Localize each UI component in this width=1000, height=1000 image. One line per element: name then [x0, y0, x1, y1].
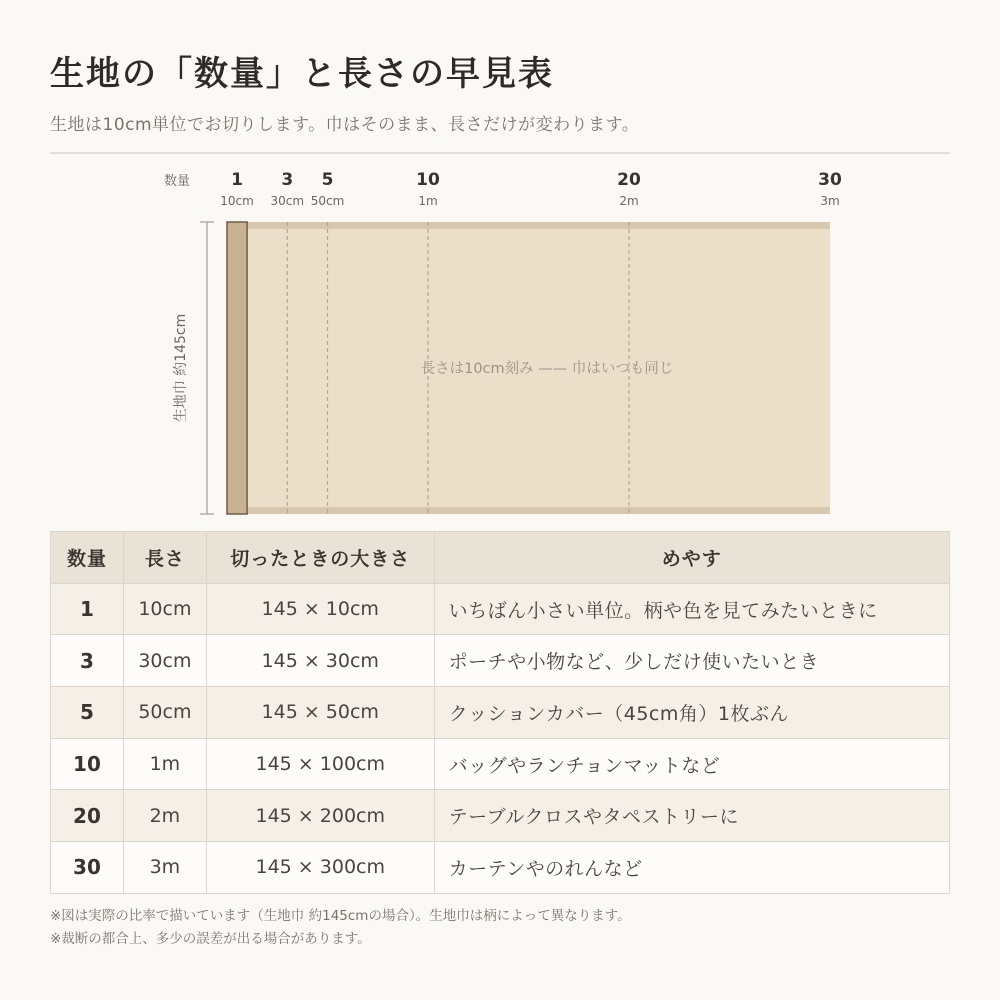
page-subtitle: 生地は10cm単位でお切りします。巾はそのまま、長さだけが変わります。 — [50, 115, 640, 135]
footnotes — [50, 905, 631, 951]
cell-length: 2m — [123, 790, 206, 842]
fabric-selvage-top — [227, 222, 830, 229]
diagram-center-text: 長さは10cm刻み —— 巾はいつも同じ — [420, 361, 674, 377]
cell-size: 145 × 200cm — [206, 790, 434, 842]
cell-qty: 10 — [51, 738, 124, 790]
diagram-qty-label: 数量 — [163, 174, 190, 189]
marker-qty-label: 3 — [281, 170, 294, 190]
cell-size: 145 × 300cm — [206, 842, 434, 894]
marker-length-label: 30cm — [270, 194, 305, 208]
marker-length-label: 2m — [619, 194, 639, 208]
width-label: 生地巾 約145cm — [173, 313, 189, 423]
fabric-selvage-bottom — [227, 507, 830, 514]
cell-size: 145 × 50cm — [206, 687, 434, 739]
divider — [50, 152, 950, 154]
table-row — [51, 635, 950, 687]
cell-qty: 30 — [51, 842, 124, 894]
cell-length: 1m — [123, 738, 206, 790]
table-row — [51, 738, 950, 790]
cell-length: 30cm — [123, 635, 206, 687]
cell-qty: 1 — [51, 583, 124, 635]
marker-length-label: 50cm — [310, 194, 345, 208]
cell-use: ポーチや小物など、少しだけ使いたいとき — [434, 635, 949, 687]
cell-use: テーブルクロスやタペストリーに — [434, 790, 949, 842]
marker-qty-label: 1 — [231, 170, 243, 190]
cell-qty: 5 — [51, 687, 124, 739]
cell-length: 50cm — [123, 687, 206, 739]
footnote: ※裁断の都合上、多少の誤差が出る場合があります。 — [50, 931, 371, 947]
header-size: 切ったときの大きさ — [206, 532, 434, 584]
quantity-length-table — [50, 531, 950, 894]
cell-qty: 3 — [51, 635, 124, 687]
fabric-length-diagram — [0, 160, 1000, 530]
header-qty: 数量 — [51, 532, 124, 584]
cell-size: 145 × 30cm — [206, 635, 434, 687]
marker-qty-label: 30 — [818, 170, 842, 190]
marker-qty-label: 20 — [617, 170, 641, 190]
header-length: 長さ — [123, 532, 206, 584]
cell-use: いちばん小さい単位。柄や色を見てみたいときに — [434, 583, 949, 635]
page-title: 生地の「数量」と長さの早見表 — [50, 54, 554, 94]
footnote: ※図は実際の比率で描いています（生地巾 約145cmの場合）。生地巾は柄によって異なります。 — [50, 908, 631, 924]
marker-length-label: 1m — [418, 194, 438, 208]
table-header-row — [51, 532, 950, 584]
table-row — [51, 583, 950, 635]
table-row — [51, 687, 950, 739]
marker-length-label: 10cm — [220, 194, 254, 208]
cell-qty: 20 — [51, 790, 124, 842]
cell-use: カーテンやのれんなど — [434, 842, 949, 894]
marker-length-label: 3m — [820, 194, 840, 208]
table-row — [51, 790, 950, 842]
table-row — [51, 842, 950, 894]
cell-size: 145 × 10cm — [206, 583, 434, 635]
cell-use: バッグやランチョンマットなど — [434, 738, 949, 790]
first-unit-rect — [227, 222, 247, 514]
cell-length: 3m — [123, 842, 206, 894]
marker-qty-label: 10 — [416, 170, 440, 190]
cell-use: クッションカバー（45cm角）1枚ぶん — [434, 687, 949, 739]
marker-qty-label: 5 — [321, 170, 334, 190]
cell-size: 145 × 100cm — [206, 738, 434, 790]
header-use: めやす — [434, 532, 949, 584]
cell-length: 10cm — [123, 583, 206, 635]
